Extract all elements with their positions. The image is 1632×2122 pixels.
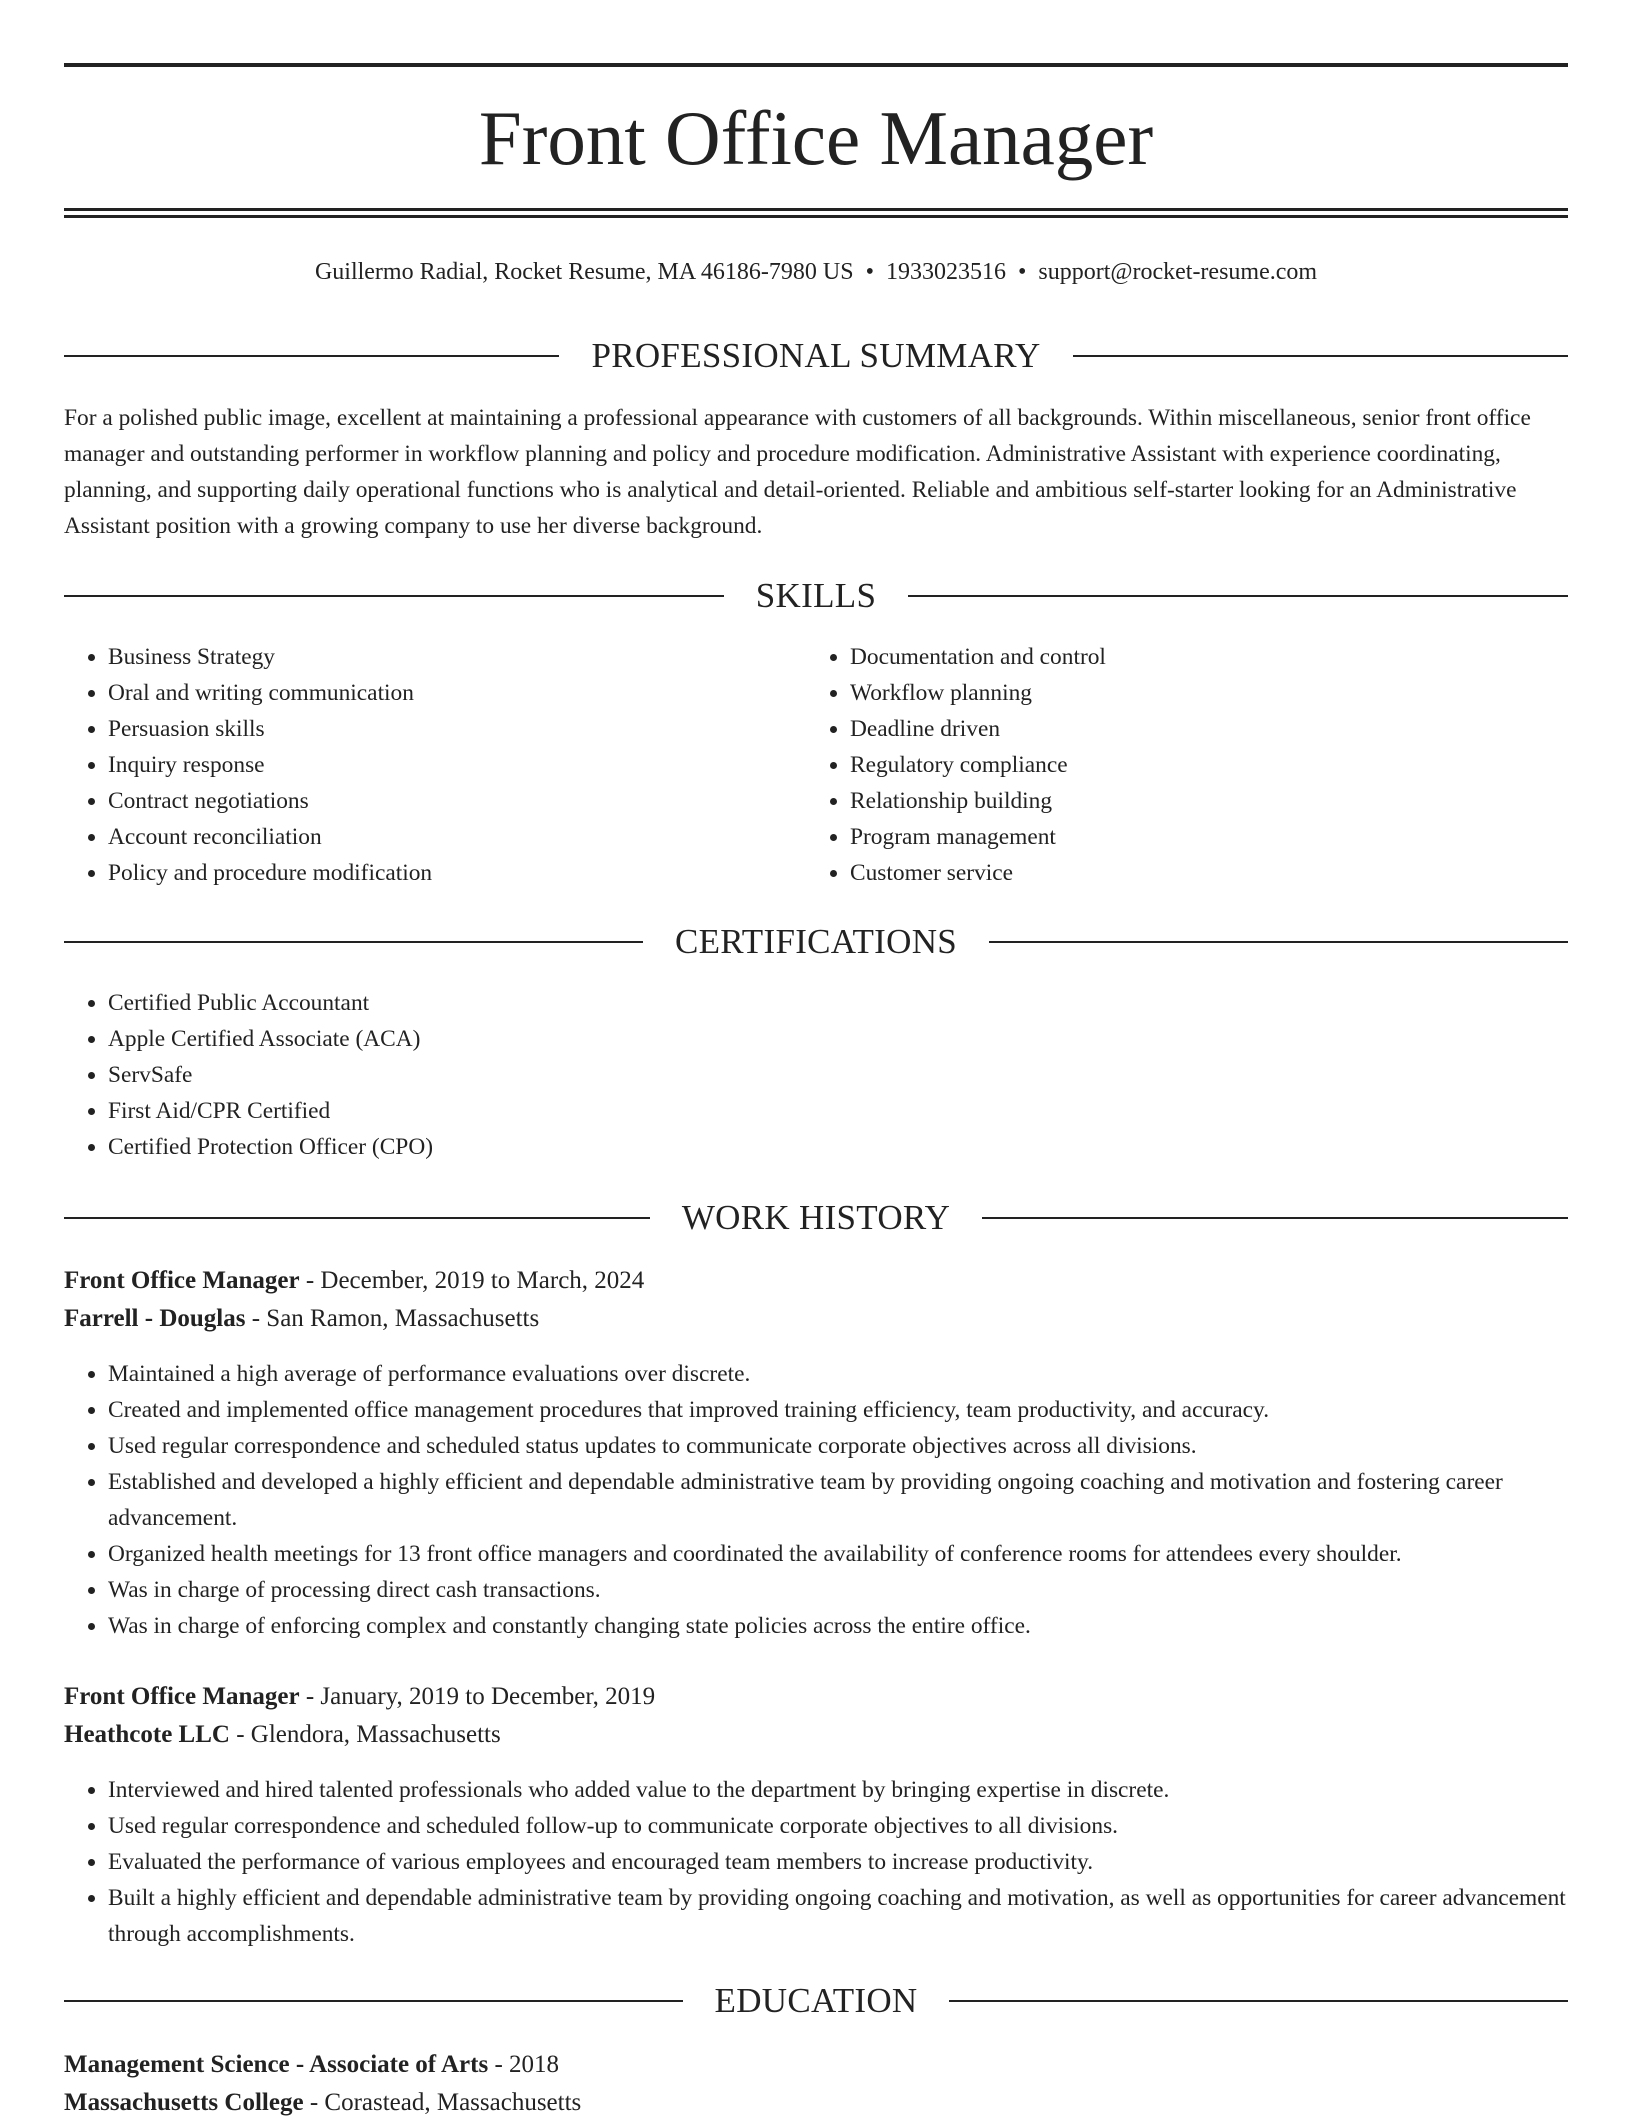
list-item: • Certified Public Accountant: [108, 985, 1568, 1021]
job-duties: [64, 1356, 1568, 1644]
skills-list-right: [806, 639, 1568, 891]
job-role: Front Office Manager: [64, 1683, 300, 1710]
section-divider: [64, 941, 643, 943]
list-item: • Program management: [850, 819, 1568, 855]
certifications-block: [64, 985, 1568, 1165]
list-item: • Used regular correspondence and scheduled status updates to communicate corporate objectives across all divisions.: [108, 1428, 1568, 1464]
resume-title: Front Office Manager: [478, 95, 1154, 181]
title-double-rule: [64, 208, 1568, 218]
list-item: • Workflow planning: [850, 675, 1568, 711]
job-company: Heathcote LLC: [64, 1721, 230, 1748]
job-title-line: [64, 1678, 1568, 1716]
list-item: • Was in charge of enforcing complex and constantly changing state policies across the entire office.: [108, 1608, 1568, 1644]
contact-email[interactable]: support@rocket-resume.com: [1038, 259, 1318, 285]
education-location: Corastead, Massachusetts: [324, 2089, 582, 2116]
education-school-line: [64, 2084, 1568, 2122]
list-item: • Customer service: [850, 855, 1568, 891]
section-header-skills: [64, 574, 1568, 618]
education-degree-line: [64, 2046, 1568, 2084]
job-duties-list: [64, 1356, 1568, 1644]
section-divider: [949, 2000, 1568, 2002]
section-divider: [908, 595, 1568, 597]
job-title-line: [64, 1262, 1568, 1300]
list-item: • Was in charge of processing direct cash transactions.: [108, 1572, 1568, 1608]
list-item: • Certified Protection Officer (CPO): [108, 1129, 1568, 1165]
job-location: Glendora, Massachusetts: [250, 1721, 501, 1748]
section-divider: [982, 1217, 1568, 1219]
education-degree: Management Science - Associate of Arts: [64, 2051, 489, 2078]
job-dates: December, 2019 to March, 2024: [320, 1267, 645, 1294]
section-divider: [64, 355, 559, 357]
job-dates: January, 2019 to December, 2019: [320, 1683, 656, 1710]
list-item: • Documentation and control: [850, 639, 1568, 675]
list-item: • Interviewed and hired talented professionals who added value to the department by bringing expertise in discrete.: [108, 1772, 1568, 1808]
skills-list-left: [64, 639, 806, 891]
job-company: Farrell - Douglas: [64, 1305, 246, 1332]
list-item: • Regulatory compliance: [850, 747, 1568, 783]
job-location: San Ramon, Massachusetts: [266, 1305, 540, 1332]
list-item: • Created and implemented office management procedures that improved training efficiency, team productivity, and accuracy.: [108, 1392, 1568, 1428]
list-item: • Apple Certified Associate (ACA): [108, 1021, 1568, 1057]
job-separator: -: [299, 1683, 321, 1710]
section-divider: [64, 595, 724, 597]
job-separator: -: [299, 1267, 321, 1294]
education-separator: -: [303, 2089, 325, 2116]
job-duties-list: [64, 1772, 1568, 1952]
list-item: • Persuasion skills: [108, 711, 806, 747]
list-item: • Organized health meetings for 13 front office managers and coordinated the availability of conference rooms for attendees every shoulder.: [108, 1536, 1568, 1572]
section-divider: [64, 2000, 683, 2002]
list-item: • Contract negotiations: [108, 783, 806, 819]
section-header-education: [64, 1979, 1568, 2023]
list-item: • Oral and writing communication: [108, 675, 806, 711]
job-duties: [64, 1772, 1568, 1952]
list-item: • Used regular correspondence and scheduled follow-up to communicate corporate objectives to all divisions.: [108, 1808, 1568, 1844]
section-header-certifications: [64, 920, 1568, 964]
certifications-list: [64, 985, 1568, 1165]
section-header-summary: [64, 334, 1568, 378]
contact-line: [64, 254, 1568, 290]
contact-address: Guillermo Radial, Rocket Resume, MA 46186-7980 US: [314, 259, 854, 285]
education-school: Massachusetts College: [64, 2089, 304, 2116]
top-rule: [64, 63, 1568, 67]
job-company-line: [64, 1716, 1568, 1754]
section-divider: [1073, 355, 1568, 357]
list-item: • Evaluated the performance of various employees and encouraged team members to increase productivity.: [108, 1844, 1568, 1880]
list-item: • Policy and procedure modification: [108, 855, 806, 891]
contact-separator: •: [1017, 259, 1027, 285]
section-title-work-history: WORK HISTORY: [681, 1198, 951, 1237]
contact-phone[interactable]: 1933023516: [885, 259, 1006, 285]
section-divider: [64, 1217, 650, 1219]
section-title-education: EDUCATION: [714, 1981, 918, 2020]
contact-separator: •: [865, 259, 874, 285]
list-item: • Account reconciliation: [108, 819, 806, 855]
list-item: • Relationship building: [850, 783, 1568, 819]
list-item: • Inquiry response: [108, 747, 806, 783]
list-item: • ServSafe: [108, 1057, 1568, 1093]
job-separator: -: [229, 1721, 251, 1748]
section-title-skills: SKILLS: [755, 576, 877, 615]
skills-left-column: [64, 639, 806, 891]
job-role: Front Office Manager: [64, 1267, 300, 1294]
section-title-certifications: CERTIFICATIONS: [674, 922, 958, 961]
section-divider: [989, 941, 1568, 943]
education-year: 2018: [509, 2051, 560, 2078]
list-item: • Established and developed a highly efficient and dependable administrative team by providing ongoing coaching and motivation and fostering career advancement.: [108, 1464, 1568, 1536]
list-item: • Deadline driven: [850, 711, 1568, 747]
section-title-summary: PROFESSIONAL SUMMARY: [591, 336, 1041, 375]
list-item: • Built a highly efficient and dependable administrative team by providing ongoing coaching and motivation, as well as opportunities for career advancement through accomplishments.: [108, 1880, 1568, 1952]
list-item: • Maintained a high average of performance evaluations over discrete.: [108, 1356, 1568, 1392]
list-item: • First Aid/CPR Certified: [108, 1093, 1568, 1129]
summary-text: For a polished public image, excellent at maintaining a professional appearance with customers of all backgrounds. Within miscellaneous, senior front office manager and outstanding performer in workflow planning and policy and procedure modification. Administrative Assistant with experience coordinating, planning, and supporting daily operational functions who is analytical and detail-oriented. Reliable and ambitious self-starter looking for an Administrative Assistant position with a growing company to use her diverse background.: [64, 405, 1531, 539]
section-header-work-history: [64, 1196, 1568, 1240]
list-item: • Business Strategy: [108, 639, 806, 675]
skills-right-column: [806, 639, 1568, 891]
job-separator: -: [245, 1305, 267, 1332]
education-separator: -: [488, 2051, 510, 2078]
job-company-line: [64, 1300, 1568, 1338]
